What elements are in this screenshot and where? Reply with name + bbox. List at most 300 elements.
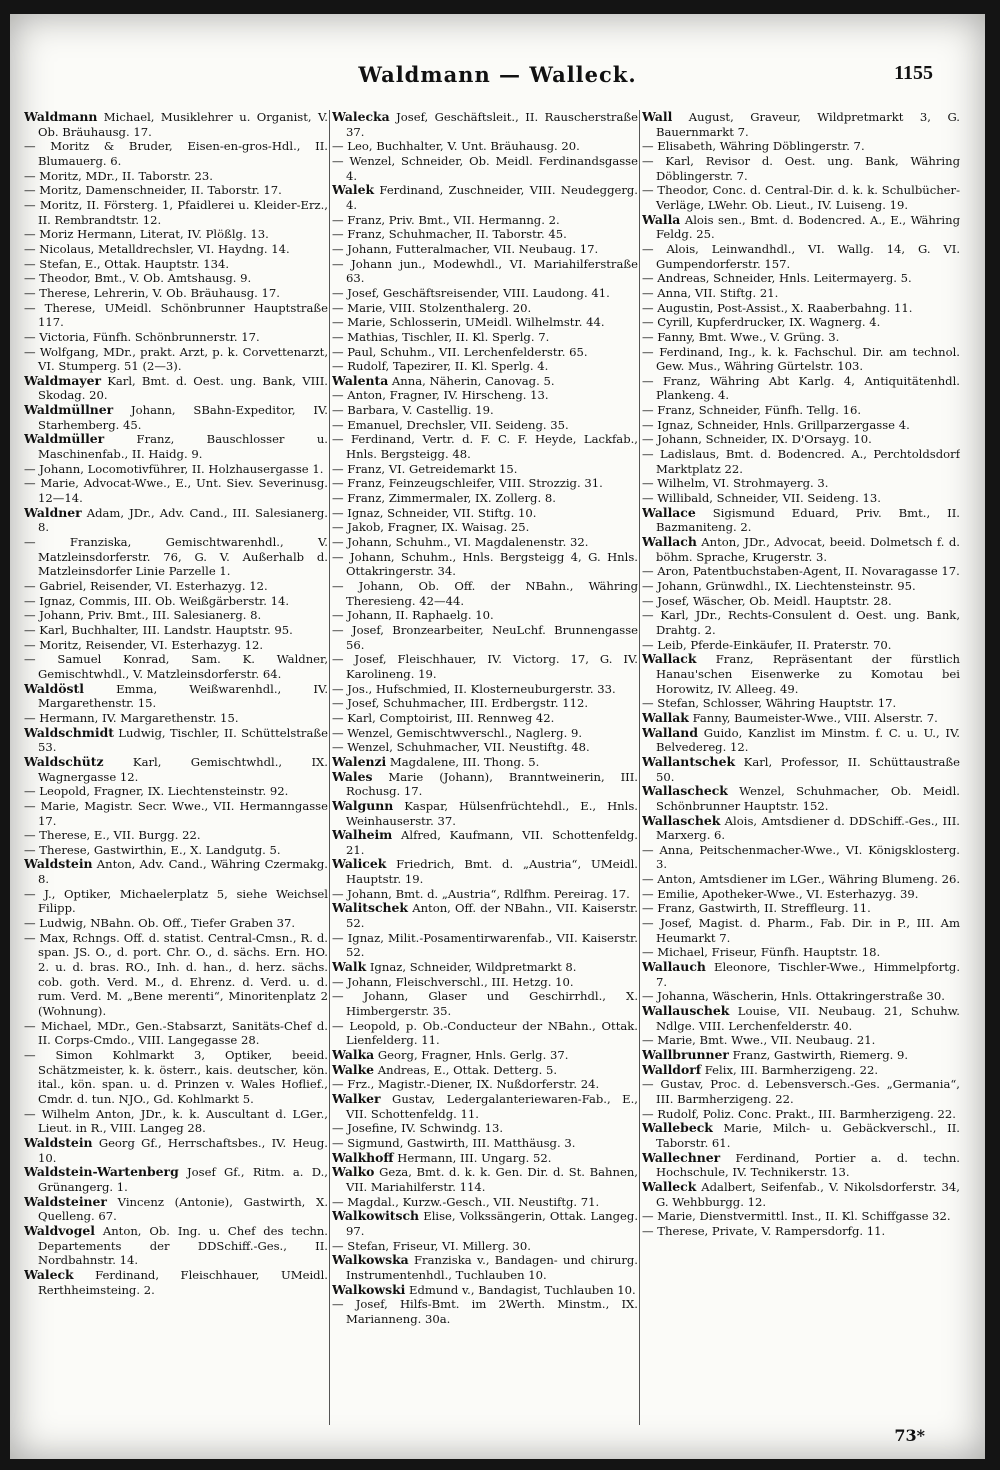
directory-entry <box>24 1107 328 1136</box>
directory-entry <box>24 579 328 594</box>
entry-text: — Johanna, Wäscherin, Hnls. Ottakringerstraße 30. <box>642 989 945 1004</box>
directory-entry <box>332 418 638 433</box>
entry-text: — Leib, Pferde-Einkäufer, II. Praterstr. 70. <box>642 637 892 652</box>
directory-entry <box>642 286 960 301</box>
entry-text: Sigismund Eduard, Priv. Bmt., II. Bazmaniteng. 2. <box>656 505 960 535</box>
entry-text: Friedrich, Bmt. d. „Austria“, UMeidl. Hauptstr. 19. <box>346 857 638 887</box>
directory-entry <box>642 1121 960 1150</box>
entry-surname: Wallechner <box>642 1149 721 1165</box>
entry-text: Ferdinand, Fleischhauer, UMeidl. Rerthheimsteing. 2. <box>38 1267 328 1297</box>
directory-entry <box>642 374 960 403</box>
directory-entry <box>332 1121 638 1136</box>
entry-text: — Franziska, Gemischtwarenhdl., V. Matzleinsdorferstr. 76, G. V. Außerhalb d. Matzleinsdorfer Linie Parzelle 1. <box>24 535 328 579</box>
entry-text: — Josef, Hilfs-Bmt. im 2Werth. Minstm., IX. Marianneng. 30a. <box>332 1297 638 1326</box>
entry-text: — Josef, Magist. d. Pharm., Fab. Dir. in P., III. Am Heumarkt 7. <box>642 916 960 945</box>
entry-text: — Wilhelm, VI. Strohmayerg. 3. <box>642 476 829 491</box>
entry-surname: Wallace <box>642 504 696 520</box>
directory-entry <box>332 1019 638 1048</box>
directory-entry <box>642 301 960 316</box>
directory-entry <box>24 608 328 623</box>
directory-entry <box>642 1048 960 1063</box>
entry-text: Karl, Bmt. d. Oest. ung. Bank, VIII. Skodag. 20. <box>38 373 328 403</box>
directory-entry <box>332 550 638 579</box>
entry-text: — Moritz, II. Försterg. 1, Pfaidlerei u. Kleider-Erz., II. Rembrandtstr. 12. <box>24 197 328 227</box>
entry-text: Alfred, Kaufmann, VII. Schottenfeldg. 21. <box>346 828 638 857</box>
directory-entry <box>332 799 638 828</box>
entry-text: — Andreas, Schneider, Hnls. Leitermayerg. 5. <box>642 271 912 286</box>
entry-text: — J., Optiker, Michaelerplatz 5, siehe Weichsel Filipp. <box>24 886 328 916</box>
entry-text: — Sigmund, Gastwirth, III. Matthäusg. 3. <box>332 1135 576 1150</box>
entry-text: — Anton, Amtsdiener im LGer., Währing Blumeng. 26. <box>642 872 960 887</box>
directory-entry <box>332 345 638 360</box>
entry-text: — Therese, Lehrerin, V. Ob. Bräuhausg. 17. <box>24 285 280 300</box>
entry-text: — Emilie, Apotheker-Wwe., VI. Esterhazyg. 39. <box>642 886 919 901</box>
entry-text: Ferdinand, Zuschneider, VIII. Neudeggerg. 4. <box>346 183 638 212</box>
sheet-signature: 73* <box>894 1426 925 1445</box>
entry-text: — Aron, Patentbuchstaben-Agent, II. Novaragasse 17. <box>642 564 960 579</box>
entry-surname: Wales <box>332 768 373 784</box>
entry-text: Anton, Off. der NBahn., VII. Kaiserstr. 52. <box>346 901 638 931</box>
directory-entry <box>642 315 960 330</box>
entry-text: — Josef, Geschäftsreisender, VIII. Laudong. 41. <box>332 285 610 300</box>
entry-text: — Rudolf, Poliz. Conc. Prakt., III. Barmherzigeng. 22. <box>642 1106 956 1121</box>
entry-surname: Walgunn <box>332 797 394 813</box>
directory-entry <box>642 711 960 726</box>
directory-entry <box>642 1077 960 1106</box>
entry-text: — Therese, E., VII. Burgg. 22. <box>24 828 201 843</box>
entry-text: — Josef, Wäscher, Ob. Meidl. Hauptstr. 28. <box>642 593 892 608</box>
entry-text: Adam, JDr., Adv. Cand., III. Salesianerg. 8. <box>38 505 328 535</box>
directory-entry <box>332 1151 638 1166</box>
directory-entry <box>24 931 328 1019</box>
directory-entry <box>24 711 328 726</box>
directory-entry <box>332 1253 638 1282</box>
entry-surname: Waldmüller <box>24 431 105 447</box>
entry-surname: Walkowska <box>332 1252 409 1268</box>
directory-entry <box>24 623 328 638</box>
entry-text: Marie, Milch- u. Gebäckverschl., II. Taborstr. 61. <box>656 1121 960 1150</box>
entry-text: Wenzel, Schuhmacher, Ob. Meidl. Schönbrunner Hauptstr. 152. <box>656 784 960 813</box>
directory-entry <box>332 1297 638 1326</box>
entry-text: — Leopold, p. Ob.-Conducteur der NBahn., Ottak. Lienfelderg. 11. <box>332 1018 638 1048</box>
entry-text: — Stefan, Schlosser, Währing Hauptstr. 17. <box>642 696 897 711</box>
directory-entry <box>24 345 328 374</box>
entry-text: — Wenzel, Schuhmacher, VII. Neustiftg. 48. <box>332 740 590 755</box>
directory-entry <box>642 594 960 609</box>
entry-text: Franz, Gastwirth, Riemerg. 9. <box>728 1048 909 1062</box>
entry-text: — Therese, UMeidl. Schönbrunner Hauptstraße 117. <box>24 300 328 330</box>
directory-entry <box>332 608 638 623</box>
directory-entry <box>642 1209 960 1224</box>
entry-text: Franziska v., Bandagen- und chirurg. Instrumentenhdl., Tuchlauben 10. <box>346 1253 638 1282</box>
directory-entry <box>332 1195 638 1210</box>
directory-entry <box>332 110 638 139</box>
entry-text: Ferdinand, Portier a. d. techn. Hochschule, IV. Technikerstr. 13. <box>656 1150 960 1180</box>
entry-text: — Theodor, Conc. d. Central-Dir. d. k. k. Schulbücher-Verläge, LWehr. Ob. Lieut., IV. Luiseng. 19. <box>642 183 960 212</box>
entry-surname: Walheim <box>332 827 393 843</box>
directory-entry <box>642 579 960 594</box>
directory-entry <box>642 755 960 784</box>
entry-surname: Waldmayer <box>24 372 101 388</box>
entry-text: — Johann, Schuhm., Hnls. Bergsteigg 4, G. Hnls. Ottakringerstr. 34. <box>332 549 638 579</box>
entry-surname: Wallaschek <box>642 812 721 828</box>
entry-surname: Wallantschek <box>642 753 736 769</box>
entry-text: — Leo, Buchhalter, V. Unt. Bräuhausg. 20. <box>332 139 580 154</box>
directory-column-3 <box>642 110 960 1239</box>
directory-entry <box>642 696 960 711</box>
entry-surname: Wallauschek <box>642 1003 730 1019</box>
entry-surname: Wallak <box>642 709 689 725</box>
directory-entry <box>332 213 638 228</box>
entry-text: Hermann, III. Ungarg. 52. <box>393 1150 552 1165</box>
entry-text: — Ferdinand, Vertr. d. F. C. F. Heyde, Lackfab., Hnls. Bergsteigg. 48. <box>332 432 638 462</box>
directory-entry <box>24 682 328 711</box>
directory-entry <box>24 1195 328 1224</box>
directory-entry <box>24 462 328 477</box>
directory-entry <box>642 432 960 447</box>
entry-text: — Johann, Ob. Off. der NBahn., Währing Theresieng. 42—44. <box>332 579 638 608</box>
directory-entry <box>642 506 960 535</box>
directory-entry <box>332 887 638 902</box>
directory-entry <box>24 301 328 330</box>
directory-entry <box>332 1077 638 1092</box>
entry-text: — Jos., Hufschmied, II. Klosterneuburgerstr. 33. <box>332 681 616 696</box>
entry-text: — Mathias, Tischler, II. Kl. Sperlg. 7. <box>332 329 550 344</box>
directory-entry <box>332 359 638 374</box>
entry-surname: Waldstein <box>24 1134 93 1150</box>
entry-text: — Hermann, IV. Margarethenstr. 15. <box>24 710 239 725</box>
directory-entry <box>642 213 960 242</box>
directory-entry <box>332 711 638 726</box>
directory-entry <box>24 374 328 403</box>
directory-entry <box>24 857 328 886</box>
entry-text: Elise, Volkssängerin, Ottak. Langeg. 97. <box>346 1209 638 1238</box>
directory-entry <box>24 330 328 345</box>
entry-text: Ignaz, Schneider, Wildpretmarkt 8. <box>366 960 577 975</box>
entry-surname: Wallach <box>642 534 697 550</box>
entry-text: — Marie, VIII. Stolzenthalerg. 20. <box>332 300 532 315</box>
entry-text: — Fanny, Bmt. Wwe., V. Grüng. 3. <box>642 329 840 344</box>
entry-text: — Anna, Peitschenmacher-Wwe., VI. Königsklosterg. 3. <box>642 842 960 872</box>
entry-text: Johann, SBahn-Expeditor, IV. Starhemberg. 45. <box>38 403 328 432</box>
directory-entry <box>332 183 638 212</box>
directory-entry <box>24 652 328 681</box>
directory-entry <box>24 227 328 242</box>
directory-entry <box>642 1004 960 1033</box>
directory-entry <box>642 242 960 271</box>
directory-entry <box>332 857 638 886</box>
directory-entry <box>332 227 638 242</box>
entry-text: — Anton, Fragner, IV. Hirscheng. 13. <box>332 388 549 403</box>
entry-text: — Wenzel, Gemischtwverschl., Naglerg. 9. <box>332 725 583 740</box>
directory-entry <box>642 726 960 755</box>
entry-text: — Magdal., Kurzw.-Gesch., VII. Neustiftg. 71. <box>332 1194 600 1209</box>
entry-text: — Franz, Schuhmacher, II. Taborstr. 45. <box>332 227 567 242</box>
directory-entry <box>332 154 638 183</box>
entry-text: — Anna, VII. Stiftg. 21. <box>642 285 779 300</box>
entry-text: — Franz, Gastwirth, II. Streffleurg. 11. <box>642 901 871 916</box>
directory-entry <box>642 110 960 139</box>
entry-text: — Ignaz, Schneider, Hnls. Grillparzergasse 4. <box>642 417 910 432</box>
entry-text: Franz, Repräsentant der fürstlich Hanau'schen Eisenwerke zu Komotau bei Horowitz, IV. Alleeg. 49. <box>656 652 960 696</box>
entry-text: — Josefine, IV. Schwindg. 13. <box>332 1121 504 1136</box>
entry-text: — Emanuel, Drechsler, VII. Seideng. 35. <box>332 417 569 432</box>
directory-entry <box>332 740 638 755</box>
entry-text: — Marie, Dienstvermittl. Inst., II. Kl. Schiffgasse 32. <box>642 1209 951 1224</box>
directory-entry <box>642 989 960 1004</box>
directory-entry <box>332 330 638 345</box>
page-header <box>10 62 985 102</box>
entry-text: Anton, Ob. Ing. u. Chef des techn. Departements der DDSchiff.-Ges., II. Nordbahnstr. 14. <box>38 1223 328 1268</box>
entry-text: Eleonore, Tischler-Wwe., Himmelpfortg. 7. <box>656 960 960 989</box>
directory-entry <box>642 814 960 843</box>
entry-text: — Johann, Priv. Bmt., III. Salesianerg. 8. <box>24 608 262 623</box>
directory-entry <box>332 989 638 1018</box>
directory-entry <box>24 755 328 784</box>
directory-entry <box>642 652 960 696</box>
entry-text: Geza, Bmt. d. k. k. Gen. Dir. d. St. Bahnen, VII. Mariahilferstr. 114. <box>346 1165 638 1194</box>
entry-text: — Marie, Schlosserin, UMeidl. Wilhelmstr. 44. <box>332 315 605 330</box>
directory-page <box>10 14 985 1459</box>
entry-text: — Gustav, Proc. d. Lebensversch.-Ges. „Germania“, III. Barmherzigeng. 22. <box>642 1077 960 1106</box>
entry-surname: Walla <box>642 211 681 227</box>
directory-entry <box>24 271 328 286</box>
directory-entry <box>642 945 960 960</box>
directory-entry <box>332 579 638 608</box>
entry-text: — Johann, Locomotivführer, II. Holzhausergasse 1. <box>24 461 324 476</box>
entry-surname: Wallbrunner <box>642 1047 729 1062</box>
entry-text: — Johann jun., Modewhdl., VI. Mariahilferstraße 63. <box>332 256 638 286</box>
entry-text: — Johann, Grünwdhl., IX. Liechtensteinstr. 95. <box>642 579 916 593</box>
directory-entry <box>24 242 328 257</box>
directory-entry <box>24 916 328 931</box>
directory-entry <box>332 374 638 389</box>
directory-entry <box>332 1209 638 1238</box>
entry-text: — Paul, Schuhm., VII. Lerchenfelderstr. 65. <box>332 344 588 359</box>
entry-text: Edmund v., Bandagist, Tuchlauben 10. <box>405 1282 636 1297</box>
entry-text: Georg, Fragner, Hnls. Gerlg. 37. <box>374 1048 569 1062</box>
entry-surname: Waldstein-Wartenberg <box>24 1164 179 1180</box>
directory-entry <box>24 535 328 579</box>
directory-entry <box>332 388 638 403</box>
entry-text: Gustav, Ledergalanteriewaren-Fab., E., VII. Schottenfeldg. 11. <box>346 1091 638 1121</box>
entry-text: Josef, Geschäftsleit., II. Rauscherstraße 37. <box>346 110 638 139</box>
directory-entry <box>332 476 638 491</box>
entry-text: Adalbert, Seifenfab., V. Nikolsdorferstr. 34, G. Wehbburgg. 12. <box>656 1179 960 1209</box>
directory-entry <box>24 403 328 432</box>
directory-entry <box>642 1107 960 1122</box>
entry-surname: Wall <box>642 110 673 124</box>
entry-text: — Johann, Futteralmacher, VII. Neubaug. 17. <box>332 241 599 256</box>
directory-entry <box>24 139 328 168</box>
entry-surname: Walldorf <box>642 1061 702 1077</box>
directory-entry <box>642 784 960 813</box>
directory-entry <box>332 491 638 506</box>
entry-text: — Franz, Zimmermaler, IX. Zollerg. 8. <box>332 491 556 506</box>
directory-entry <box>24 843 328 858</box>
entry-text: Magdalene, III. Thong. 5. <box>386 754 540 769</box>
directory-entry <box>24 1048 328 1107</box>
entry-text: Anton, Adv. Cand., Währing Czermakg. 8. <box>38 857 328 887</box>
entry-surname: Walleck <box>642 1178 697 1194</box>
directory-entry <box>24 183 328 198</box>
entry-text: — Josef, Schuhmacher, III. Erdbergstr. 112. <box>332 696 589 711</box>
directory-entry <box>24 638 328 653</box>
entry-surname: Waldschmidt <box>24 724 114 740</box>
entry-text: Andreas, E., Ottak. Detterg. 5. <box>374 1062 558 1077</box>
entry-text: Ludwig, Tischler, II. Schüttelstraße 53. <box>38 725 328 755</box>
directory-entry <box>24 198 328 227</box>
entry-text: — Nicolaus, Metalldrechsler, VI. Haydng. 14. <box>24 241 290 256</box>
entry-text: — Moritz, MDr., II. Taborstr. 23. <box>24 168 213 183</box>
directory-entry <box>24 1136 328 1165</box>
entry-text: Anna, Näherin, Canovag. 5. <box>388 373 555 388</box>
entry-surname: Waleck <box>24 1266 74 1282</box>
entry-text: — Johann, Glaser und Geschirrhdl., X. Himbergerstr. 35. <box>332 989 638 1019</box>
entry-text: — Michael, Friseur, Fünfh. Hauptstr. 18. <box>642 945 881 960</box>
entry-text: Marie (Johann), Branntweinerin, III. Rochusg. 17. <box>346 769 638 799</box>
directory-entry <box>642 1063 960 1078</box>
entry-text: — Marie, Advocat-Wwe., E., Unt. Siev. Severinusg. 12—14. <box>24 476 328 506</box>
entry-text: — Therese, Private, V. Rampersdorfg. 11. <box>642 1223 886 1238</box>
entry-text: Josef Gf., Ritm. a. D., Grünangerg. 1. <box>38 1165 328 1194</box>
entry-text: — Johann, Bmt. d. „Austria“, Rdlfhm. Pereirag. 17. <box>332 886 630 901</box>
entry-surname: Waldöstl <box>24 680 84 696</box>
entry-surname: Wallauch <box>642 959 706 975</box>
directory-entry <box>642 403 960 418</box>
directory-entry <box>642 1151 960 1180</box>
entry-text: — Franz, Währing Abt Karlg. 4, Antiquitätenhdl. Plankeng. 4. <box>642 373 960 403</box>
directory-entry <box>332 1239 638 1254</box>
entry-surname: Walka <box>332 1047 375 1062</box>
directory-entry <box>24 432 328 461</box>
entry-surname: Walkhoff <box>332 1149 394 1165</box>
directory-entry <box>332 139 638 154</box>
entry-surname: Waldvogel <box>24 1222 95 1238</box>
directory-entry <box>24 828 328 843</box>
entry-text: — Leopold, Fragner, IX. Liechtensteinstr. 92. <box>24 784 289 799</box>
entry-surname: Walkowitsch <box>332 1208 420 1224</box>
directory-entry <box>642 330 960 345</box>
entry-surname: Wallack <box>642 651 697 667</box>
directory-entry <box>332 1048 638 1063</box>
entry-text: — Alois, Leinwandhdl., VI. Wallg. 14, G. VI. Gumpendorferstr. 157. <box>642 241 960 271</box>
entry-surname: Waldschütz <box>24 753 104 769</box>
entry-text: — Karl, JDr., Rechts-Consulent d. Oest. ung. Bank, Drahtg. 2. <box>642 608 960 637</box>
entry-text: — Ferdinand, Ing., k. k. Fachschul. Dir. am technol. Gew. Mus., Währing Gürtelstr. 103. <box>642 344 960 374</box>
directory-entry <box>332 301 638 316</box>
directory-entry <box>332 1165 638 1194</box>
entry-text: — Johann, Schuhm., VI. Magdalenenstr. 32. <box>332 535 589 550</box>
entry-text: — Therese, Gastwirthin, E., X. Landgutg. 5. <box>24 842 281 857</box>
entry-text: Karl, Professor, II. Schüttaustraße 50. <box>656 754 960 784</box>
entry-text: — Franz, Schneider, Fünfh. Tellg. 16. <box>642 403 862 418</box>
directory-entry <box>332 242 638 257</box>
entry-surname: Wallebeck <box>642 1120 713 1136</box>
directory-entry <box>24 784 328 799</box>
directory-entry <box>332 901 638 930</box>
entry-text: — Franz, Feinzeugschleifer, VIII. Strozzig. 31. <box>332 476 603 491</box>
entry-surname: Walko <box>332 1164 375 1180</box>
entry-text: Michael, Musiklehrer u. Organist, V. Ob. Bräuhausg. 17. <box>38 110 328 139</box>
entry-text: — Cyrill, Kupferdrucker, IX. Wagnerg. 4. <box>642 315 881 330</box>
directory-entry <box>24 169 328 184</box>
entry-text: — Ignaz, Milit.-Posamentirwarenfab., VII. Kaiserstr. 52. <box>332 930 638 960</box>
directory-entry <box>332 1283 638 1298</box>
entry-text: — Frz., Magistr.-Diener, IX. Nußdorferstr. 24. <box>332 1077 600 1092</box>
directory-entry <box>332 828 638 857</box>
directory-entry <box>642 1224 960 1239</box>
directory-entry <box>24 506 328 535</box>
entry-text: — Josef, Bronzearbeiter, NeuLchf. Brunnengasse 56. <box>332 622 638 652</box>
entry-surname: Walitschek <box>332 900 409 916</box>
entry-text: — Ignaz, Commis, III. Ob. Weißgärberstr. 14. <box>24 593 290 608</box>
entry-text: — Elisabeth, Währing Döblingerstr. 7. <box>642 139 865 154</box>
directory-entry <box>332 1092 638 1121</box>
entry-text: Alois sen., Bmt. d. Bodencred. A., E., Währing Feldg. 25. <box>656 212 960 242</box>
entry-text: — Johann, Fleischverschl., III. Hetzg. 10. <box>332 974 574 989</box>
directory-entry <box>24 110 328 139</box>
entry-text: — Karl, Revisor d. Oest. ung. Bank, Währing Döblingerstr. 7. <box>642 153 960 183</box>
entry-surname: Walkowski <box>332 1281 406 1297</box>
entry-surname: Walland <box>642 724 698 740</box>
directory-entry <box>24 286 328 301</box>
entry-text: Georg Gf., Herrschaftsbes., IV. Heug. 10. <box>38 1135 328 1165</box>
directory-entry <box>332 770 638 799</box>
directory-column-2 <box>332 110 638 1326</box>
directory-entry <box>642 1033 960 1048</box>
entry-surname: Waldner <box>24 504 82 520</box>
directory-entry <box>332 286 638 301</box>
entry-text: — Ignaz, Schneider, VII. Stiftg. 10. <box>332 505 537 520</box>
entry-surname: Walecka <box>332 110 390 124</box>
directory-entry <box>642 418 960 433</box>
entry-text: — Samuel Konrad, Sam. K. Waldner, Gemischtwhdl., V. Matzleinsdorferstr. 64. <box>24 652 328 681</box>
directory-column-1 <box>24 110 328 1297</box>
column-divider <box>639 110 640 1425</box>
entry-text: Franz, Bauschlosser u. Maschinenfab., II. Haidg. 9. <box>38 432 328 462</box>
directory-entry <box>332 506 638 521</box>
column-divider <box>329 110 330 1425</box>
directory-entry <box>332 257 638 286</box>
entry-text: Louise, VII. Neubaug. 21, Schuhw. Ndlge. VIII. Lerchenfelderstr. 40. <box>656 1004 960 1033</box>
entry-text: — Moritz & Bruder, Eisen-en-gros-Hdl., II. Blumauerg. 6. <box>24 139 328 168</box>
directory-entry <box>332 931 638 960</box>
entry-surname: Walek <box>332 182 375 198</box>
entry-text: — Stefan, Friseur, VI. Millerg. 30. <box>332 1238 531 1253</box>
directory-entry <box>332 1136 638 1151</box>
entry-text: — Wenzel, Schneider, Ob. Meidl. Ferdinandsgasse 4. <box>332 153 638 183</box>
directory-entry <box>24 1019 328 1048</box>
entry-text: — Josef, Fleischhauer, IV. Victorg. 17, G. IV. Karolineng. 19. <box>332 652 638 681</box>
entry-surname: Walenzi <box>332 753 387 769</box>
entry-surname: Walenta <box>332 372 389 388</box>
directory-entry <box>24 1224 328 1268</box>
directory-entry <box>642 564 960 579</box>
entry-text: Kaspar, Hülsenfrüchtehdl., E., Hnls. Weinhauserstr. 37. <box>346 798 638 828</box>
directory-entry <box>332 520 638 535</box>
entry-text: Emma, Weißwarenhdl., IV. Margarethenstr. 15. <box>38 681 328 711</box>
entry-text: — Theodor, Bmt., V. Ob. Amtshausg. 9. <box>24 271 252 286</box>
entry-text: — Moritz, Reisender, VI. Esterhazyg. 12. <box>24 637 264 652</box>
directory-entry <box>642 887 960 902</box>
directory-entry <box>642 139 960 154</box>
entry-text: — Marie, Bmt. Wwe., VII. Neubaug. 21. <box>642 1033 876 1048</box>
entry-text: Felix, III. Barmherzigeng. 22. <box>701 1062 879 1077</box>
entry-surname: Walker <box>332 1090 381 1106</box>
entry-text: — Wilhelm Anton, JDr., k. k. Auscultant d. LGer., Lieut. in R., VIII. Langeg 28. <box>24 1106 328 1136</box>
directory-entry <box>332 682 638 697</box>
